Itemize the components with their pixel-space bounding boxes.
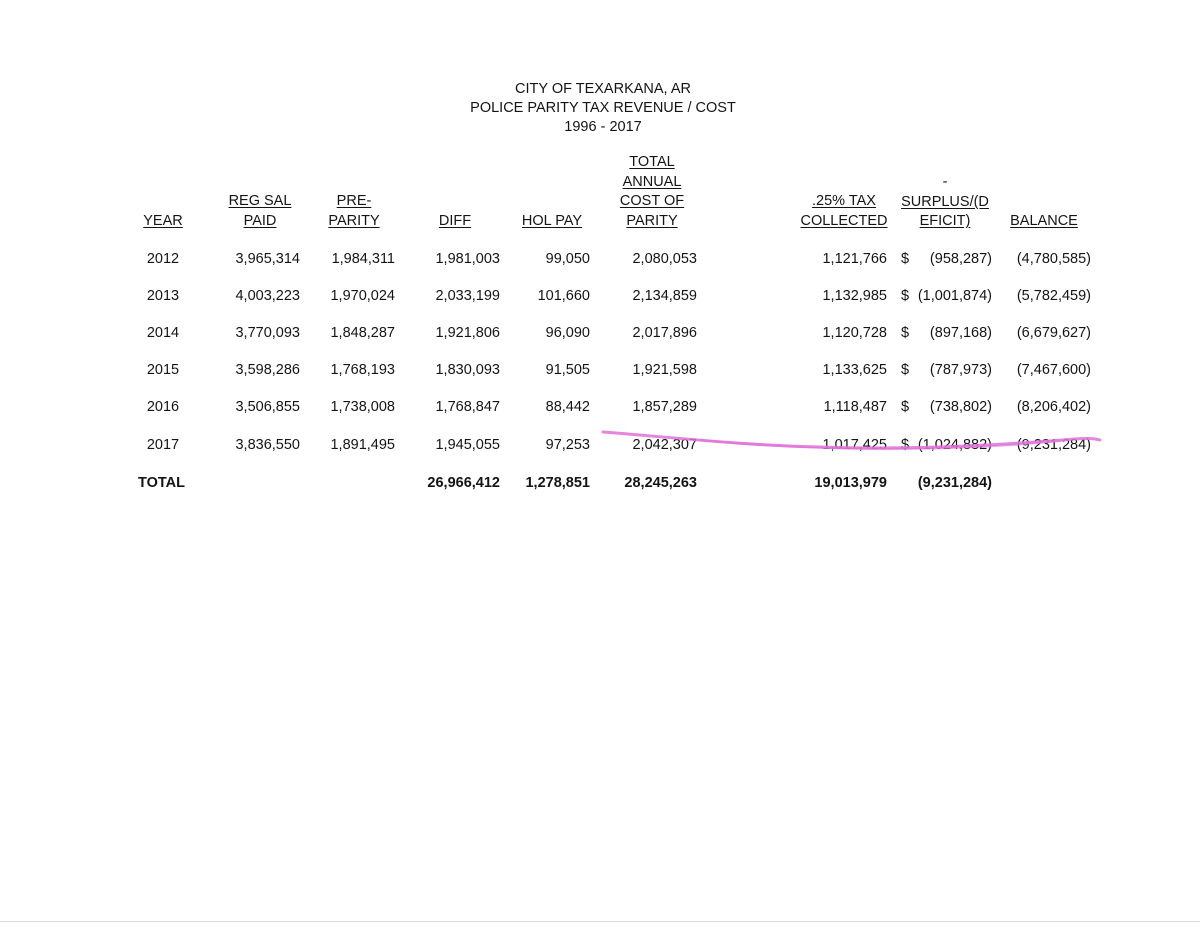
- header-surplus-dash: -: [942, 174, 948, 190]
- header-total-line3: COST OF: [619, 193, 685, 209]
- header-reg-sal-paid: [220, 192, 300, 231]
- cell-hol-pay: 99,050: [545, 251, 590, 267]
- cell-year: 2015: [146, 362, 180, 378]
- cell-hol-pay: 96,090: [545, 325, 590, 341]
- cell-year: 2012: [146, 251, 180, 267]
- cell-tax-collected: 1,017,425: [822, 437, 887, 453]
- cell-pre-parity: 1,848,287: [330, 325, 395, 341]
- total-surplus: (9,231,284): [917, 475, 992, 491]
- cell-pre-parity: 1,738,008: [330, 399, 395, 415]
- cell-pre-parity: 1,768,193: [330, 362, 395, 378]
- page-bottom-edge: [0, 921, 1200, 922]
- header-surplus-line1: SURPLUS/(D: [901, 193, 989, 210]
- cell-total-cost: 1,857,289: [632, 399, 697, 415]
- total-tax-collected: 19,013,979: [814, 475, 887, 491]
- header-surplus-line2: EFICIT): [919, 213, 971, 229]
- header-balance-line: BALANCE: [1010, 213, 1078, 229]
- cell-dollar-sign: $: [901, 288, 910, 304]
- header-year-line: YEAR: [143, 213, 183, 229]
- header-total-line2: ANNUAL: [622, 173, 682, 190]
- cell-tax-collected: 1,120,728: [822, 325, 887, 341]
- cell-balance: (9,231,284): [1016, 437, 1091, 453]
- cell-surplus: (1,024,882): [917, 437, 992, 453]
- document-title: [403, 80, 803, 137]
- cell-hol-pay: 97,253: [545, 437, 590, 453]
- cell-reg-sal: 3,770,093: [235, 325, 300, 341]
- cell-tax-collected: 1,133,625: [822, 362, 887, 378]
- cell-year: 2014: [146, 325, 180, 341]
- cell-diff: 1,945,055: [435, 437, 500, 453]
- cell-total-cost: 1,921,598: [632, 362, 697, 378]
- total-cost: 28,245,263: [624, 475, 697, 491]
- cell-total-cost: 2,017,896: [632, 325, 697, 341]
- cell-reg-sal: 3,836,550: [235, 437, 300, 453]
- total-label: TOTAL: [138, 475, 185, 491]
- header-balance: [1000, 212, 1088, 232]
- title-report-name: POLICE PARITY TAX REVENUE / COST: [470, 100, 736, 116]
- cell-tax-collected: 1,121,766: [822, 251, 887, 267]
- cell-surplus: (1,001,874): [917, 288, 992, 304]
- header-diff: [425, 212, 485, 232]
- title-year-range: 1996 - 2017: [564, 119, 642, 135]
- header-total-line1: TOTAL: [629, 154, 675, 170]
- header-pre-parity: [318, 192, 390, 231]
- cell-year: 2016: [146, 399, 180, 415]
- cell-balance: (4,780,585): [1016, 251, 1091, 267]
- cell-pre-parity: 1,984,311: [331, 251, 395, 267]
- cell-reg-sal: 4,003,223: [235, 288, 300, 304]
- cell-hol-pay: 101,660: [537, 288, 590, 304]
- total-diff: 26,966,412: [427, 475, 500, 491]
- cell-diff: 2,033,199: [435, 288, 500, 304]
- header-reg-sal-line1: REG SAL: [228, 193, 292, 209]
- cell-diff: 1,830,093: [435, 362, 500, 378]
- title-city: CITY OF TEXARKANA, AR: [515, 81, 691, 97]
- cell-balance: (8,206,402): [1016, 399, 1091, 415]
- cell-year: 2013: [146, 288, 180, 304]
- cell-dollar-sign: $: [901, 362, 910, 378]
- cell-balance: (7,467,600): [1016, 362, 1091, 378]
- cell-total-cost: 2,042,307: [632, 437, 697, 453]
- cell-total-cost: 2,134,859: [632, 288, 697, 304]
- cell-surplus: (897,168): [929, 325, 992, 341]
- header-tax-collected: [790, 192, 898, 231]
- cell-tax-collected: 1,132,985: [822, 288, 887, 304]
- cell-surplus: (958,287): [929, 251, 992, 267]
- cell-pre-parity: 1,891,495: [330, 437, 395, 453]
- header-pre-parity-line2: PARITY: [328, 212, 380, 229]
- cell-balance: (6,679,627): [1016, 325, 1091, 341]
- cell-dollar-sign: $: [901, 437, 910, 453]
- cell-tax-collected: 1,118,487: [823, 399, 887, 415]
- cell-diff: 1,921,806: [435, 325, 500, 341]
- header-pre-parity-line1: PRE-: [336, 193, 372, 209]
- header-year: [133, 212, 193, 232]
- cell-surplus: (787,973): [929, 362, 992, 378]
- cell-dollar-sign: $: [901, 399, 910, 415]
- header-tax-line2: COLLECTED: [800, 212, 888, 229]
- cell-hol-pay: 91,505: [545, 362, 590, 378]
- cell-reg-sal: 3,598,286: [235, 362, 300, 378]
- header-total-line4: PARITY: [626, 212, 678, 229]
- cell-reg-sal: 3,506,855: [235, 399, 300, 415]
- header-tax-line1: .25% TAX: [812, 193, 876, 209]
- cell-surplus: (738,802): [929, 399, 992, 415]
- cell-balance: (5,782,459): [1016, 288, 1091, 304]
- header-hol-pay-line: HOL PAY: [521, 213, 583, 229]
- header-total-annual-cost: [608, 153, 696, 231]
- header-surplus-deficit: [890, 173, 1000, 232]
- total-hol-pay: 1,278,851: [525, 475, 590, 491]
- cell-pre-parity: 1,970,024: [330, 288, 395, 304]
- header-hol-pay: [512, 212, 592, 232]
- cell-reg-sal: 3,965,314: [235, 251, 300, 267]
- cell-year: 2017: [146, 437, 180, 453]
- cell-total-cost: 2,080,053: [632, 251, 697, 267]
- cell-hol-pay: 88,442: [545, 399, 590, 415]
- header-reg-sal-line2: PAID: [243, 212, 277, 229]
- cell-diff: 1,981,003: [435, 251, 500, 267]
- cell-dollar-sign: $: [901, 251, 910, 267]
- header-diff-line: DIFF: [438, 213, 472, 229]
- cell-dollar-sign: $: [901, 325, 910, 341]
- cell-diff: 1,768,847: [435, 399, 500, 415]
